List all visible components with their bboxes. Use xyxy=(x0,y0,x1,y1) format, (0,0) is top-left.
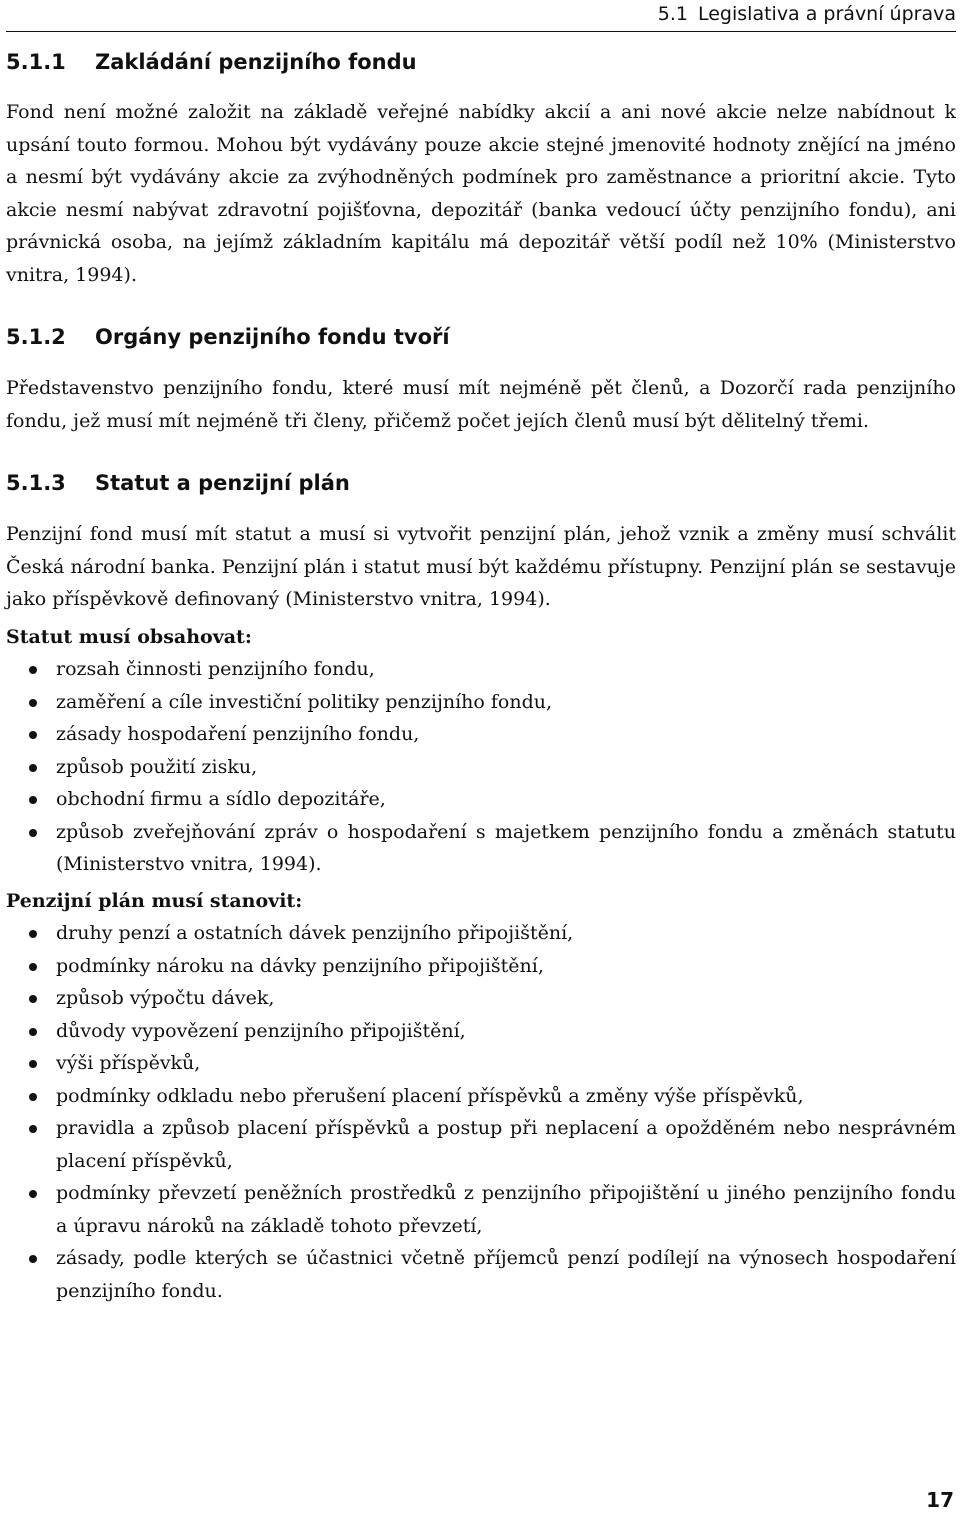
list-item: podmínky nároku na dávky penzijního připojištění, xyxy=(6,950,956,983)
document-page xyxy=(6,0,956,1515)
list-item: zaměření a cíle investiční politiky penzijního fondu, xyxy=(6,686,956,719)
section-heading-5-1-2 xyxy=(6,321,956,353)
penzijni-plan-list-title: Penzijní plán musí stanovit: xyxy=(6,889,303,912)
list-item: podmínky odkladu nebo přerušení placení příspěvků a změny výše příspěvků, xyxy=(6,1080,956,1113)
list-item: obchodní firmu a sídlo depozitáře, xyxy=(6,783,956,816)
list-item: způsob použití zisku, xyxy=(6,751,956,784)
list-item: pravidla a způsob placení příspěvků a postup při neplacení a opožděném nebo nesprávném placení příspěvků, xyxy=(6,1112,956,1177)
section-heading-5-1-3 xyxy=(6,467,956,499)
page-content xyxy=(6,46,956,1307)
list-item: podmínky převzetí peněžních prostředků z penzijního připojištění u jiného penzijního fondu a úpravu nároků na základě tohoto převzetí, xyxy=(6,1177,956,1242)
section-paragraph-5-1-3: Penzijní fond musí mít statut a musí si vytvořit penzijní plán, jehož vznik a změny musí schválit Česká národní banka. Penzijní plán i statut musí být každému přístupny. Penzijní plán se sestavuje jako příspěvkově definovaný (Ministerstvo vnitra, 1994). xyxy=(6,523,956,610)
header-rule xyxy=(6,31,956,32)
section-title: Statut a penzijní plán xyxy=(95,471,350,495)
section-title: Zakládání penzijního fondu xyxy=(95,50,417,74)
section-number: 5.1.3 xyxy=(6,471,66,495)
list-item: zásady hospodaření penzijního fondu, xyxy=(6,718,956,751)
section-number: 5.1.2 xyxy=(6,325,66,349)
running-header-number: 5.1 xyxy=(657,3,688,25)
section-title: Orgány penzijního fondu tvoří xyxy=(95,325,450,349)
statut-list xyxy=(6,653,956,881)
page-number: 17 xyxy=(926,1488,954,1512)
section-number: 5.1.1 xyxy=(6,50,66,74)
list-item: výši příspěvků, xyxy=(6,1047,956,1080)
section-heading-5-1-1 xyxy=(6,46,956,78)
list-item: rozsah činnosti penzijního fondu, xyxy=(6,653,956,686)
list-item: zásady, podle kterých se účastnici včetně příjemců penzí podílejí na výnosech hospodaření penzijního fondu. xyxy=(6,1242,956,1307)
section-paragraph-5-1-2: Představenstvo penzijního fondu, které musí mít nejméně pět členů, a Dozorčí rada penzijního fondu, jež musí mít nejméně tři členy, přičemž počet jejích členů musí být dělitelný třemi. xyxy=(6,377,956,432)
list-item: druhy penzí a ostatních dávek penzijního připojištění, xyxy=(6,917,956,950)
penzijni-plan-list xyxy=(6,917,956,1307)
running-header xyxy=(658,2,956,26)
running-header-title: Legislativa a právní úprava xyxy=(697,3,956,25)
section-paragraph-5-1-1: Fond není možné založit na základě veřejné nabídky akcií a ani nové akcie nelze nabídnout k upsání touto formou. Mohou být vydávány pouze akcie stejné jmenovité hodnoty znějící na jméno a nesmí být vydávány akcie za zvýhodněných podmínek pro zaměstnance a prioritní akcie. Tyto akcie nesmí nabývat zdravotní pojišťovna, depozitář (banka vedoucí účty penzijního fondu), ani právnická osoba, na jejímž základním kapitálu má depozitář větší podíl než 10% (Ministerstvo vnitra, 1994). xyxy=(6,101,956,286)
list-item: způsob výpočtu dávek, xyxy=(6,982,956,1015)
statut-list-title: Statut musí obsahovat: xyxy=(6,625,252,648)
list-item: způsob zveřejňování zpráv o hospodaření s majetkem penzijního fondu a změnách statutu (Ministerstvo vnitra, 1994). xyxy=(6,816,956,881)
list-item: důvody vypovězení penzijního připojištění, xyxy=(6,1015,956,1048)
